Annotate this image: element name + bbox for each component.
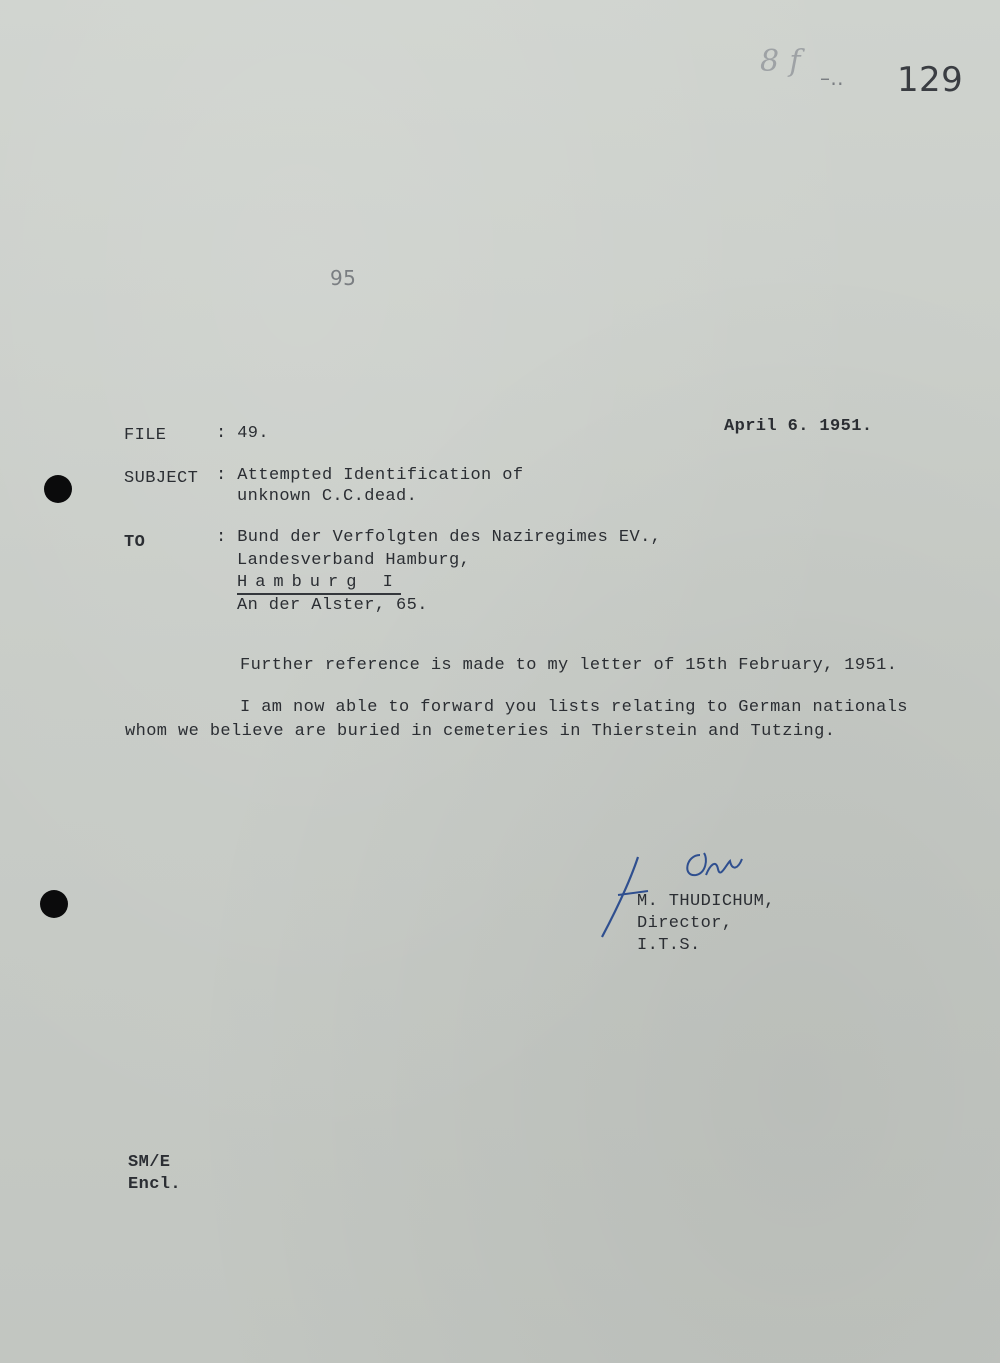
body-paragraph-2-line-2: whom we believe are buried in cemeteries in Thierstein and Tutzing. [125, 722, 836, 741]
body-paragraph-1: Further reference is made to my letter of 15th February, 1951. [240, 656, 898, 675]
file-value: : 49. [216, 424, 270, 443]
letter-date: April 6. 1951. [724, 417, 873, 436]
recipient-line-1: : Bund der Verfolgten des Naziregimes EV., [216, 528, 662, 547]
pencil-dash-mark: –.. [820, 66, 844, 90]
subject-line-1: : Attempted Identification of [216, 466, 524, 485]
signatory-title: Director, [637, 914, 733, 933]
reference-initials: SM/E [128, 1153, 171, 1172]
punch-hole-bottom [40, 890, 68, 918]
pencil-annotation: 8 f [760, 44, 801, 79]
recipient-line-2: Landesverband Hamburg, [237, 551, 471, 570]
punch-hole-top [44, 475, 72, 503]
recipient-address: An der Alster, 65. [237, 596, 428, 615]
signatory-name: M. THUDICHUM, [637, 892, 775, 911]
recipient-city: Hamburg I [237, 573, 401, 595]
page-number: 95 [330, 266, 357, 290]
subject-line-2: unknown C.C.dead. [237, 487, 418, 506]
folio-number: 129 [897, 60, 964, 100]
body-paragraph-2-line-1: I am now able to forward you lists relating to German nationals [240, 698, 908, 717]
file-label: FILE [124, 426, 167, 445]
signatory-organization: I.T.S. [637, 936, 701, 955]
to-label: TO [124, 533, 146, 552]
enclosure-note: Encl. [128, 1175, 182, 1194]
subject-label: SUBJECT [124, 469, 199, 488]
